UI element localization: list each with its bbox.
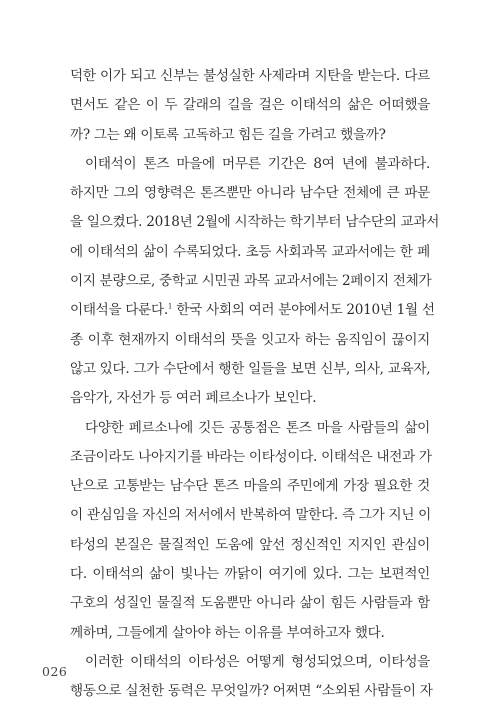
text-line: 이러한 이태석의 이타성은 어떻게 형성되었으며, 이타성을 — [85, 653, 430, 670]
text-line: 하지만 그의 영향력은 톤즈뿐만 아니라 남수단 전체에 큰 파문 — [70, 185, 430, 202]
text-line: 타성의 본질은 물질적인 도움에 앞선 정신적인 지지인 관심이 — [70, 536, 430, 553]
text-line: 이 관심임을 자신의 저서에서 반복하여 말한다. 즉 그가 지닌 이 — [70, 507, 431, 524]
text-line: 종 이후 현재까지 이태석의 뜻을 잇고자 하는 움직임이 끊이지 — [70, 331, 430, 348]
text-line: 음악가, 자선가 등 여러 페르소나가 보인다. — [70, 390, 317, 407]
text-line: 난으로 고통받는 남수단 톤즈 마을의 주민에게 가장 필요한 것 — [70, 478, 430, 495]
text-line: 덕한 이가 되고 신부는 불성실한 사제라며 지탄을 받는다. 다르 — [70, 68, 430, 84]
text-line: 구호의 성질인 물질적 도움뿐만 아니라 삶이 힘든 사람들과 함 — [70, 595, 430, 612]
footnote-marker[interactable]: 1 — [167, 302, 173, 311]
text-line: 께하며, 그들에게 살아야 하는 이유를 부여하고자 했다. — [70, 624, 385, 641]
page-number: 026 — [42, 664, 68, 679]
text-line: 다양한 페르소나에 깃든 공통점은 톤즈 마을 사람들의 삶이 — [85, 419, 430, 436]
text-line: 행동으로 실천한 동력은 무엇일까? 어쩌면 “소외된 사람들이 자 — [70, 683, 433, 700]
text-line: 다. 이태석의 삶이 빛나는 까닭이 여기에 있다. 그는 보편적인 — [70, 566, 430, 583]
text-segment: 한국 사회의 여러 분야에서도 2010년 1월 선 — [172, 302, 435, 319]
text-line: 까? 그는 왜 이토록 고독하고 힘든 길을 가려고 했을까? — [70, 126, 386, 143]
text-line: 이태석이 톤즈 마을에 머무른 기간은 8여 년에 불과하다. — [85, 155, 430, 172]
text-line: 을 일으켰다. 2018년 2월에 시작하는 학기부터 남수단의 교과서 — [70, 214, 440, 231]
text-line: 조금이라도 나아지기를 바라는 이타성이다. 이태석은 내전과 가 — [70, 448, 432, 465]
text-line: 않고 있다. 그가 수단에서 행한 일들을 보면 신부, 의사, 교육자, — [70, 360, 431, 377]
text-line: 이지 분량으로, 중학교 시민권 과목 교과서에는 2페이지 전체가 — [70, 273, 432, 290]
text-line-with-footnote — [70, 296, 435, 325]
text-line: 면서도 같은 이 두 갈래의 길을 걸은 이태석의 삶은 어떠했을 — [70, 97, 430, 114]
body-text — [70, 62, 440, 707]
text-segment: 이태석을 다룬다. — [70, 302, 168, 319]
text-line: 에 이태석의 삶이 수록되었다. 초등 사회과목 교과서에는 한 페 — [70, 243, 430, 260]
